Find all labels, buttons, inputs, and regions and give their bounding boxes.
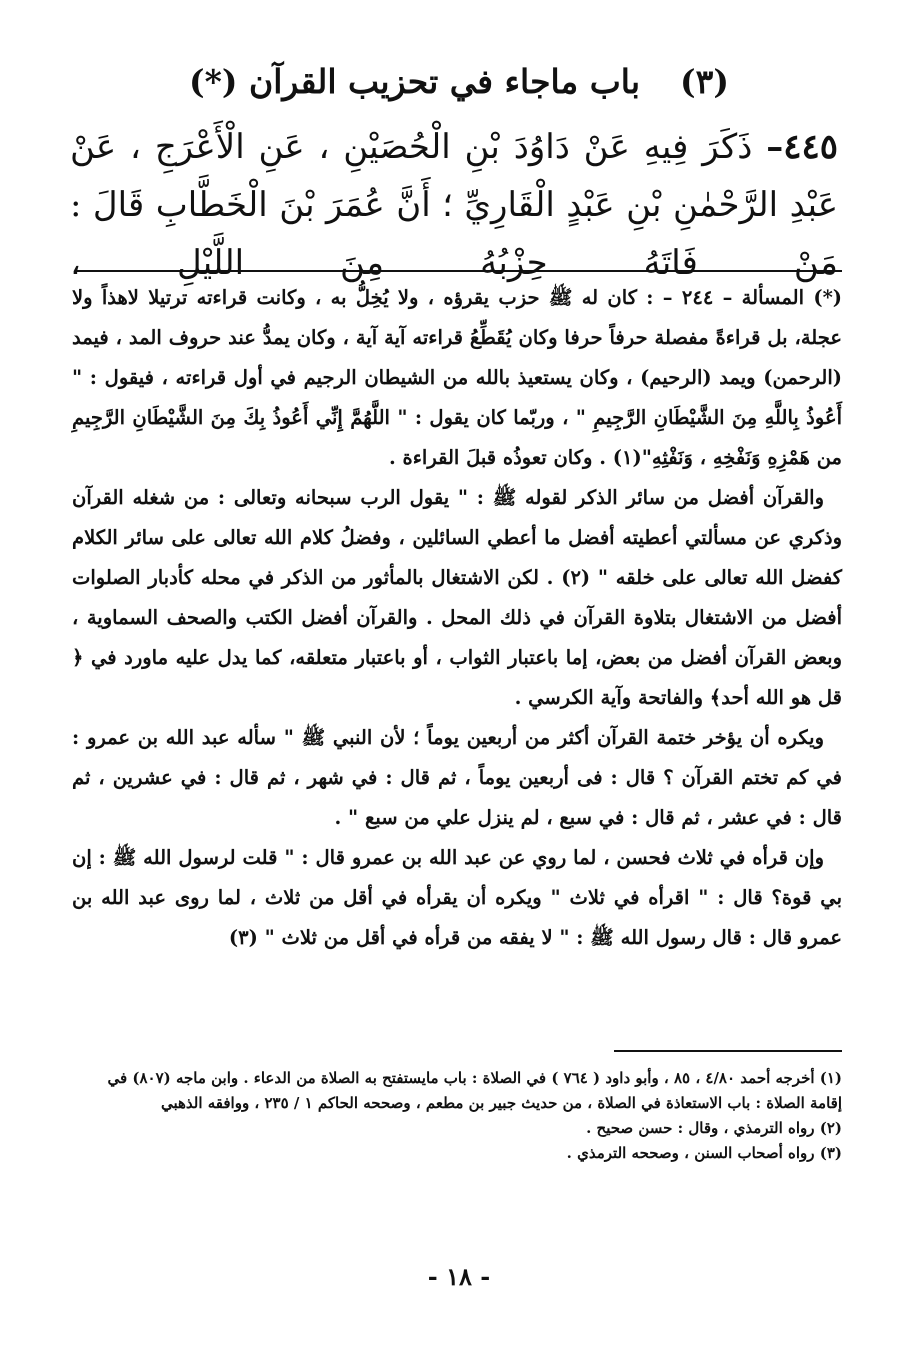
footnote-divider bbox=[614, 1050, 842, 1052]
hadith-number: ٤٤٥– bbox=[766, 127, 838, 167]
page-number: - ١٨ - bbox=[427, 1262, 491, 1291]
commentary-section bbox=[72, 278, 842, 958]
chapter-title: باب ماجاء في تحزيب القرآن (*) bbox=[188, 62, 641, 101]
footnote-3: (٣) رواه أصحاب السنن ، وصححه الترمذي . bbox=[566, 1144, 842, 1162]
commentary-paragraph-text: كان له ﷺ حزب يقرؤه ، ولا يُخِلُّ به ، وكانت قراءته ترتيلا لاهذاً ولا عجلة، بل قراءةً مفصلة حرفاً حرفا وكان يُقَطِّعُ قراءته آية آية ، وكان يمدُّ عند حروف المد ، فيمد (الرحمن) ويمد (الرحيم) ، وكان يستعيذ بالله من الشيطان الرجيم في أول قراءته ، فيقول : " أَعُوذُ بِاللَّهِ مِنَ الشَّيْطَانِ الرَّجِيمِ " ، وربّما كان يقول : " اللَّهُمَّ إِنِّي أَعُوذُ بِكَ مِنَ الشَّيْطَانِ الرَّجِيمِ من هَمْزِهِ وَنَفْخِهِ ، وَنَفْثِهِ"(١) . وكان تعوذُه قبلَ القراءة . bbox=[72, 286, 842, 469]
commentary-paragraph: ويكره أن يؤخر ختمة القرآن أكثر من أربعين يوماً ؛ لأن النبي ﷺ " سأله عبد الله بن عمرو : في كم تختم القرآن ؟ قال : فى أربعين يوماً ، ثم قال : في شهر ، ثم قال : في عشرين ، ثم قال : في عشر ، ثم قال : في سبع ، لم ينزل علي من سبع " . bbox=[72, 726, 842, 829]
chapter-heading bbox=[160, 58, 758, 106]
footnotes bbox=[72, 1066, 842, 1166]
commentary-label: (*) المسألة – ٢٤٤ – : bbox=[646, 286, 842, 309]
hadith-body: ذَكَرَ فِيهِ عَنْ دَاوُدَ بْنِ الْحُصَيْنِ ، عَنِ الْأَعْرَجِ ، عَنْ عَبْدِ الرَّحْمٰنِ بْنِ عَبْدٍ الْقَارِيِّ ؛ أَنَّ عُمَرَ بْنَ الْخَطَّابِ قَالَ : مَنْ فَاتَهُ حِزْبُهُ مِنَ اللَّيْلِ ، bbox=[70, 127, 838, 283]
hadith-text-block bbox=[70, 118, 838, 292]
commentary-paragraph: والقرآن أفضل من سائر الذكر لقوله ﷺ : " يقول الرب سبحانه وتعالى : من شغله القرآن وذكري عن مسألتي أعطيته أفضل ما أعطي السائلين ، وفضلُ كلام الله تعالى على سائر الكلام كفضل الله تعالى على خلقه " (٢) . لكن الاشتغال بالمأثور من الذكر في محله كأدبار الصلوات أفضل من الاشتغال بتلاوة القرآن في ذلك المحل . والقرآن أفضل الكتب والصحف السماوية ، وبعض القرآن أفضل من بعض، إما باعتبار الثواب ، أو باعتبار متعلقه، كما يدل عليه ماورد في ﴿ قل هو الله أحد﴾ والفاتحة وآية الكرسي . bbox=[72, 486, 843, 709]
footnote-1: (١) أخرجه أحمد ٤/٨٠ ، ٨٥ ، وأبو داود ( ٧٦٤ ) في الصلاة : باب مايستفتح به الصلاة من الدعاء . وابن ماجه (٨٠٧) في إقامة الصلاة : باب الاستعاذة في الصلاة ، من حديث جبير بن مطعم ، وصححه الحاكم ١ / ٢٣٥ ، ووافقه الذهبي bbox=[107, 1069, 842, 1112]
commentary-paragraph bbox=[72, 278, 842, 478]
chapter-number: (٣) bbox=[680, 62, 729, 101]
footnote-2: (٢) رواه الترمذي ، وقال : حسن صحيح . bbox=[586, 1119, 842, 1137]
commentary-paragraph: وإن قرأه في ثلاث فحسن ، لما روي عن عبد الله بن عمرو قال : " قلت لرسول الله ﷺ : إن بي قوة؟ قال : " اقرأه في ثلاث " ويكره أن يقرأه في أقل من ثلاث ، لما روى عبد الله بن عمرو قال : قال رسول الله ﷺ : " لا يفقه من قرأه في أقل من ثلاث " (٣) bbox=[72, 846, 842, 949]
commentary-divider bbox=[76, 270, 842, 272]
